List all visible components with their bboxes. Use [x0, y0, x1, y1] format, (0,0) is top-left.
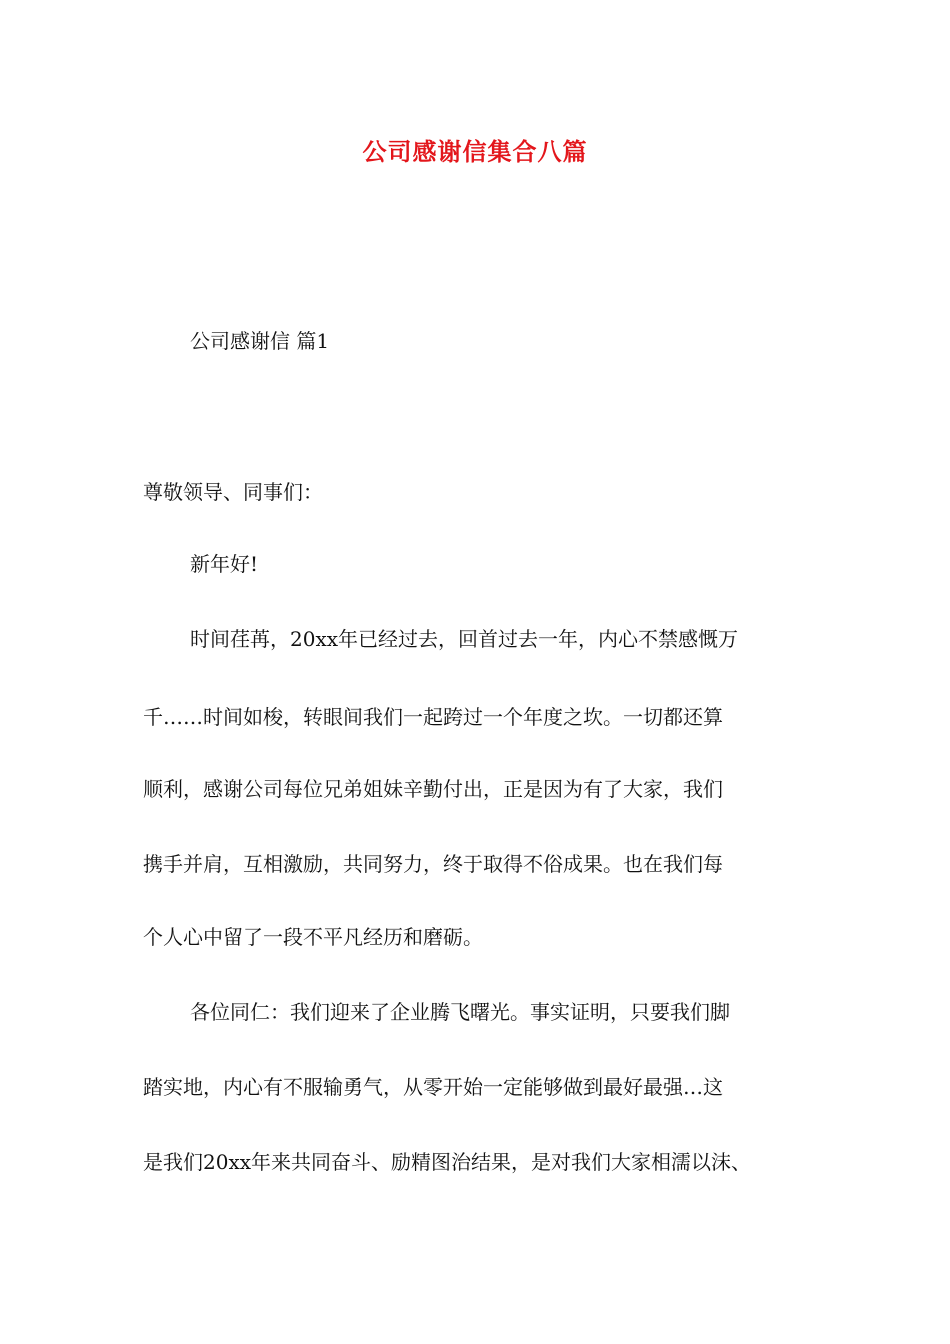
section-heading: 公司感谢信 篇1	[190, 329, 330, 353]
paragraph-line: 携手并肩，互相激励，共同努力，终于取得不俗成果。也在我们每	[143, 852, 723, 876]
greeting: 新年好!	[190, 552, 259, 576]
paragraph-line: 个人心中留了一段不平凡经历和磨砺。	[143, 925, 483, 949]
document-title: 公司感谢信集合八篇	[362, 137, 588, 166]
paragraph-line: 顺利，感谢公司每位兄弟姐妹辛勤付出，正是因为有了大家，我们	[143, 777, 723, 801]
paragraph-line: 是我们20xx年来共同奋斗、励精图治结果，是对我们大家相濡以沫、	[143, 1150, 752, 1174]
paragraph-line: 时间荏苒，20xx年已经过去，回首过去一年，内心不禁感慨万	[190, 627, 739, 651]
paragraph-line: 踏实地，内心有不服输勇气，从零开始一定能够做到最好最强…这	[143, 1075, 723, 1099]
salutation: 尊敬领导、同事们：	[143, 480, 323, 504]
paragraph-line: 千……时间如梭，转眼间我们一起跨过一个年度之坎。一切都还算	[143, 705, 723, 729]
paragraph-line: 各位同仁：我们迎来了企业腾飞曙光。事实证明，只要我们脚	[190, 1000, 730, 1024]
